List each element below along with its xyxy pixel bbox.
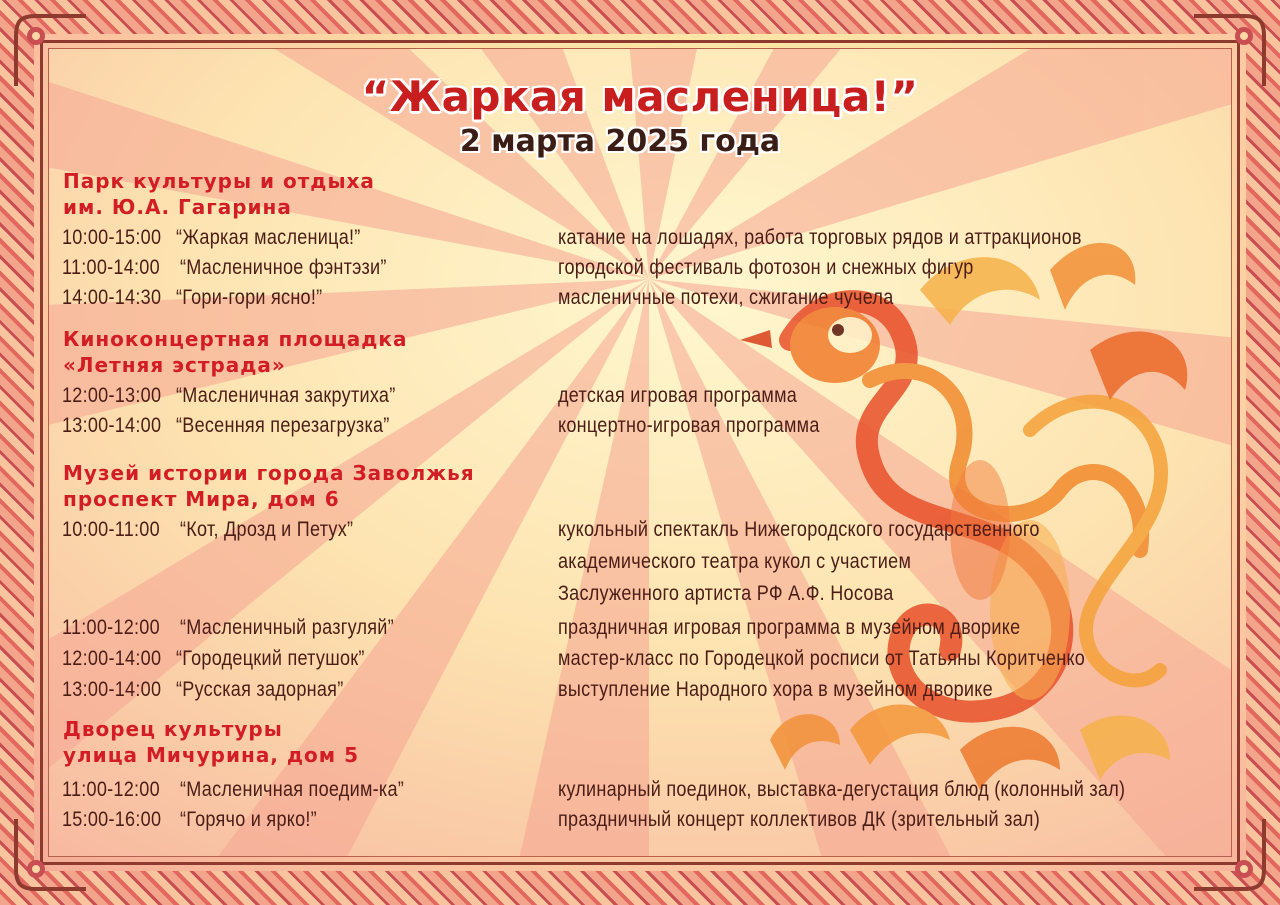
schedule-row bbox=[62, 778, 1242, 808]
event-title: “Городецкий петушок” bbox=[176, 647, 365, 670]
event-time: 10:00-15:00 bbox=[62, 226, 162, 249]
venue-palace-name bbox=[63, 716, 359, 768]
venue-name-line1: Дворец культуры bbox=[63, 717, 283, 741]
event-title: “Весенняя перезагрузка” bbox=[176, 414, 390, 437]
event-description: праздничная игровая программа в музейном дворике bbox=[558, 616, 1021, 639]
event-title: “Русская задорная” bbox=[176, 678, 344, 701]
poster-title: “Жаркая масленица!” bbox=[361, 72, 919, 121]
event-time: 14:00-14:30 bbox=[62, 286, 162, 309]
venue-name-line2: им. Ю.А. Гагарина bbox=[63, 195, 292, 219]
event-time: 11:00-12:00 bbox=[62, 616, 160, 639]
event-time: 12:00-13:00 bbox=[62, 384, 162, 407]
event-title: “Масленичный разгуляй” bbox=[180, 616, 394, 639]
event-description: концертно-игровая программа bbox=[558, 414, 820, 437]
schedule-row bbox=[62, 286, 1242, 316]
event-description: городской фестиваль фотозон и снежных фигур bbox=[558, 256, 974, 279]
venue-park-name bbox=[63, 168, 375, 220]
venue-name-line1: Киноконцертная площадка bbox=[63, 327, 408, 351]
event-description: детская игровая программа bbox=[558, 384, 798, 407]
venue-stage-name bbox=[63, 326, 408, 378]
event-title: “Горячо и ярко!” bbox=[180, 808, 317, 831]
event-description: масленичные потехи, сжигание чучела bbox=[558, 286, 894, 309]
event-description: кулинарный поединок, выставка-дегустация блюд (колонный зал) bbox=[558, 778, 1126, 801]
event-title: “Масленичная поедим-ка” bbox=[180, 778, 405, 801]
event-description-line3: Заслуженного артиста РФ А.Ф. Носова bbox=[558, 582, 894, 605]
schedule-row bbox=[62, 384, 1242, 414]
event-time: 11:00-14:00 bbox=[62, 256, 160, 279]
schedule-row bbox=[62, 647, 1242, 677]
schedule-row-continued bbox=[62, 582, 1242, 612]
event-title: “Кот, Дрозд и Петух” bbox=[180, 518, 354, 541]
event-title: “Масленичное фэнтэзи” bbox=[180, 256, 387, 279]
venue-name-line1: Парк культуры и отдыха bbox=[63, 169, 375, 193]
venue-name-line2: «Летняя эстрада» bbox=[63, 353, 286, 377]
event-time: 12:00-14:00 bbox=[62, 647, 162, 670]
event-description: мастер-класс по Городецкой росписи от Татьяны Коритченко bbox=[558, 647, 1086, 670]
event-title: “Гори-гори ясно!” bbox=[176, 286, 323, 309]
event-description: выступление Народного хора в музейном дворике bbox=[558, 678, 993, 701]
event-time: 10:00-11:00 bbox=[62, 518, 160, 541]
schedule-row bbox=[62, 616, 1242, 646]
event-description: катание на лошадях, работа торговых рядов и аттракционов bbox=[558, 226, 1082, 249]
event-description: кукольный спектакль Нижегородского государственного bbox=[558, 518, 1040, 541]
event-description: праздничный концерт коллективов ДК (зрительный зал) bbox=[558, 808, 1041, 831]
venue-name-line1: Музей истории города Заволжья bbox=[63, 461, 475, 485]
schedule-row bbox=[62, 226, 1242, 256]
venue-museum-name bbox=[63, 460, 475, 512]
event-date: 2 марта 2025 года bbox=[459, 124, 781, 159]
schedule-row bbox=[62, 518, 1242, 548]
schedule-row-continued bbox=[62, 550, 1242, 580]
schedule-row bbox=[62, 678, 1242, 708]
schedule-row bbox=[62, 414, 1242, 444]
event-description-line2: академического театра кукол с участием bbox=[558, 550, 912, 573]
event-title: “Жаркая масленица!” bbox=[176, 226, 361, 249]
schedule-row bbox=[62, 808, 1242, 838]
event-title: “Масленичная закрутиха” bbox=[176, 384, 396, 407]
event-time: 13:00-14:00 bbox=[62, 414, 162, 437]
venue-name-line2: улица Мичурина, дом 5 bbox=[63, 743, 359, 767]
event-time: 13:00-14:00 bbox=[62, 678, 162, 701]
schedule-row bbox=[62, 256, 1242, 286]
event-time: 15:00-16:00 bbox=[62, 808, 162, 831]
venue-name-line2: проспект Мира, дом 6 bbox=[63, 487, 340, 511]
event-time: 11:00-12:00 bbox=[62, 778, 160, 801]
